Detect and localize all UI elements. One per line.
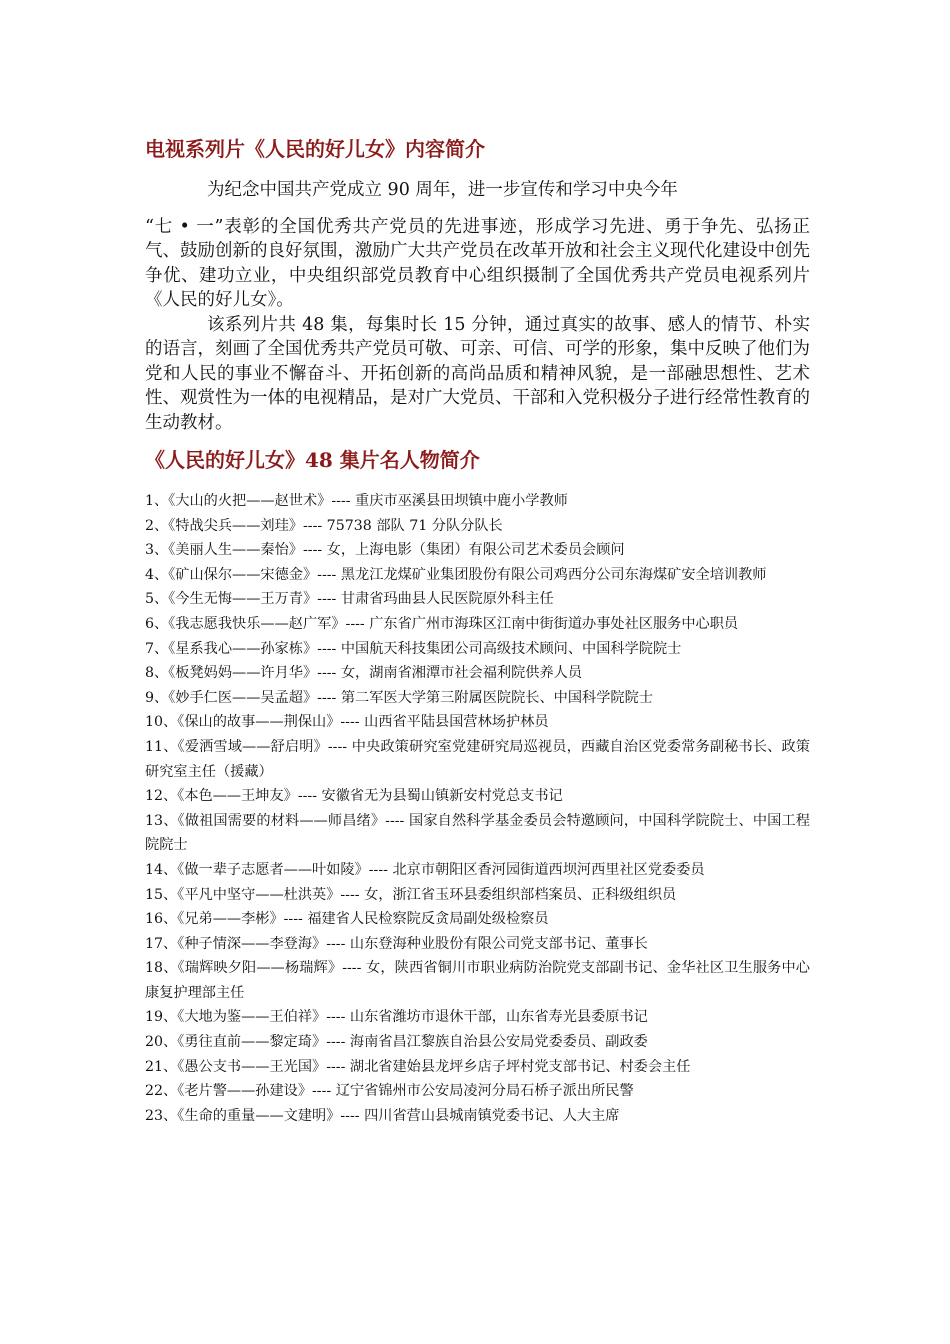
- episode-item-1: 1、《大山的火把——赵世术》---- 重庆市巫溪县田坝镇中鹿小学教师: [145, 493, 568, 509]
- intro-first-line: 为纪念中国共产党成立 90 周年，进一步宣传和学习中央今年: [207, 180, 678, 200]
- episode-item-22: 22、《老片警——孙建设》---- 辽宁省锦州市公安局凌河分局石桥子派出所民警: [145, 1083, 634, 1100]
- episode-item-23: 23、《生命的重量——文建明》---- 四川省营山县城南镇党委书记、人大主席: [145, 1107, 620, 1124]
- document-page: [145, 134, 810, 1128]
- episode-item-4: 4、《矿山保尔——宋德金》---- 黑龙江龙煤矿业集团股份有限公司鸡西分公司东海煤矿安全培训教师: [145, 566, 767, 583]
- episode-item-20: 20、《勇往直前——黎定琦》---- 海南省昌江黎族自治县公安局党委委员、副政委: [145, 1034, 648, 1051]
- episode-item-6: 6、《我志愿我快乐——赵广军》---- 广东省广州市海珠区江南中街街道办事处社区服务中心职员: [145, 615, 739, 632]
- episode-item-10: 10、《保山的故事——荆保山》---- 山西省平陆县国营林场护林员: [145, 714, 549, 731]
- episode-item-16: 16、《兄弟——李彬》---- 福建省人民检察院反贪局副处级检察员: [145, 911, 549, 928]
- document-title: 电视系列片《人民的好儿女》内容简介: [145, 137, 485, 161]
- intro-paragraph: “七 • 一”表彰的全国优秀共产党员的先进事迹，形成学习先进、勇于争先、弘扬正气、鼓励创新的良好氛围，激励广大共产党员在改革开放和社会主义现代化建设中创先争优、建功立业，中央组织部党员教育中心组织摄制了全国优秀共产党员电视系列片《人民的好儿女》。: [145, 216, 810, 310]
- episode-item-13: 13、《做祖国需要的材料——师昌绪》---- 国家自然科学基金委员会特邀顾问，中国科学院院士、中国工程院院士: [145, 812, 810, 854]
- episode-item-14: 14、《做一辈子志愿者——叶如陵》---- 北京市朝阳区香河园街道西坝河西里社区党委委员: [145, 861, 705, 878]
- episode-item-9: 9、《妙手仁医——吴孟超》---- 第二军医大学第三附属医院院长、中国科学院院士: [145, 689, 653, 706]
- episode-item-2: 2、《特战尖兵——刘珪》---- 75738 部队 71 分队分队长: [145, 517, 503, 534]
- episode-item-15: 15、《平凡中坚守——杜洪英》---- 女，浙江省玉环县委组织部档案员、正科级组织员: [145, 886, 677, 903]
- episode-item-7: 7、《星系我心——孙家栋》---- 中国航天科技集团公司高级技术顾问、中国科学院院士: [145, 640, 682, 657]
- episode-item-18: 18、《瑞辉映夕阳——杨瑞辉》---- 女，陕西省铜川市职业病防治院党支部副书记、金华社区卫生服务中心康复护理部主任: [145, 960, 810, 1001]
- episode-item-5: 5、《今生无悔——王万青》---- 甘肃省玛曲县人民医院原外科主任: [145, 591, 554, 608]
- episode-item-11: 11、《爱洒雪域——舒启明》---- 中央政策研究室党建研究局巡视员，西藏自治区党委常务副秘书长、政策研究室主任（援藏）: [145, 738, 810, 780]
- episode-item-17: 17、《种子情深——李登海》---- 山东登海种业股份有限公司党支部书记、董事长: [145, 935, 648, 952]
- episode-item-12: 12、《本色——王坤友》---- 安徽省无为县蜀山镇新安村党总支书记: [145, 788, 563, 805]
- episode-item-3: 3、《美丽人生——秦怡》---- 女，上海电影（集团）有限公司艺术委员会顾问: [145, 542, 625, 559]
- episode-list: [145, 489, 810, 1128]
- episode-list-title: 《人民的好儿女》48 集片名人物简介: [145, 448, 480, 472]
- episode-item-19: 19、《大地为鉴——王伯祥》---- 山东省潍坊市退休干部，山东省寿光县委原书记: [145, 1009, 648, 1026]
- episode-item-8: 8、《板凳妈妈——许月华》---- 女，湖南省湘潭市社会福利院供养人员: [145, 665, 583, 682]
- series-description-paragraph: 该系列片共 48 集，每集时长 15 分钟，通过真实的故事、感人的情节、朴实的语言，刻画了全国优秀共产党员可敬、可亲、可信、可学的形象，集中反映了他们为党和人民的事业不懈奋斗、开拓创新的高尚品质和精神风貌，是一部融思想性、艺术性、观赏性为一体的电视精品，是对广大党员、干部和入党积极分子进行经常性教育的生动教材。: [145, 314, 810, 433]
- episode-item-21: 21、《愚公支书——王光国》---- 湖北省建始县龙坪乡店子坪村党支部书记、村委会主任: [145, 1058, 691, 1075]
